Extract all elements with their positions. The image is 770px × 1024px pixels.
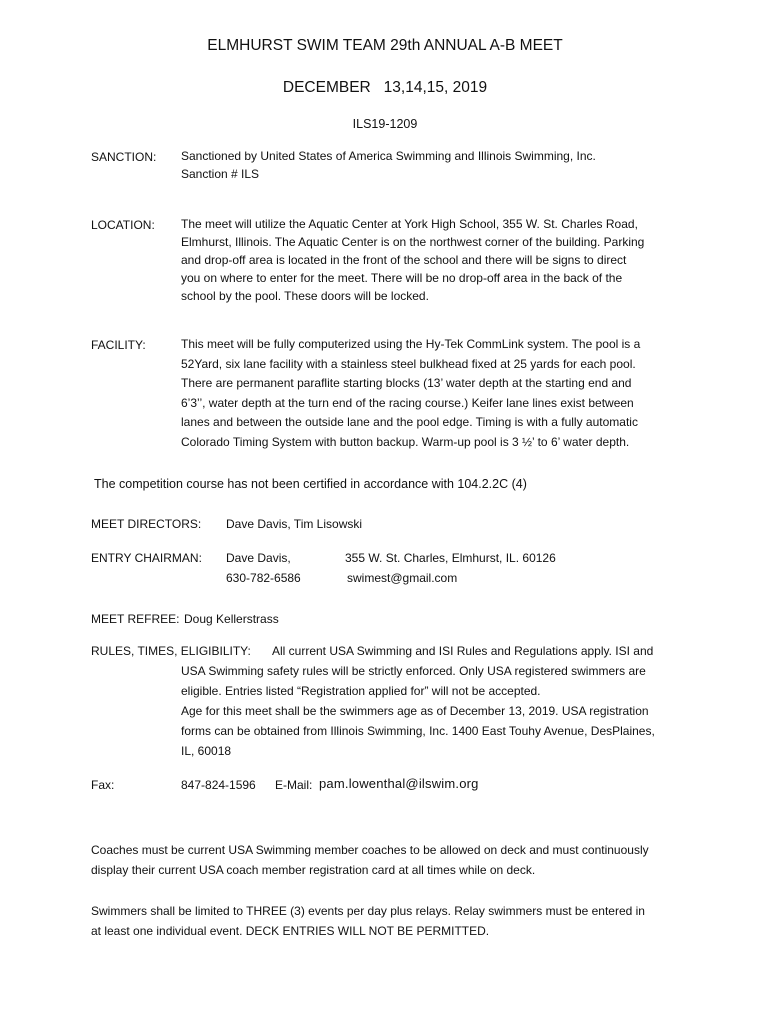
- coaches-note-line: Coaches must be current USA Swimming member coaches to be allowed on deck and must continuously: [91, 843, 649, 857]
- entry-chairman-label: ENTRY CHAIRMAN:: [91, 551, 202, 565]
- sanction-text: [181, 147, 681, 183]
- fax-label: Fax:: [91, 778, 115, 792]
- swimmers-note-line: Swimmers shall be limited to THREE (3) events per day plus relays. Relay swimmers must be entered in: [91, 904, 645, 918]
- rules-line: eligible. Entries listed “Registration applied for” will not be accepted.: [181, 684, 541, 698]
- meet-referee-label: MEET REFREE:: [91, 612, 180, 626]
- facility-line: Colorado Timing System with button backup. Warm-up pool is 3 ½’ to 6’ water depth.: [181, 434, 630, 449]
- location-line: school by the pool. These doors will be locked.: [181, 289, 429, 303]
- facility-line: There are permanent paraflite starting blocks (13’ water depth at the starting end and: [181, 376, 632, 390]
- email-label: E-Mail:: [275, 778, 313, 792]
- rules-line: forms can be obtained from Illinois Swimming, Inc. 1400 East Touhy Avenue, DesPlaines,: [181, 724, 655, 738]
- location-text: [181, 215, 681, 305]
- meet-referee-value: Doug Kellerstrass: [184, 612, 279, 626]
- coaches-note: [91, 840, 691, 880]
- swimmers-note-line: at least one individual event. DECK ENTRIES WILL NOT BE PERMITTED.: [91, 924, 490, 938]
- location-line: The meet will utilize the Aquatic Center at York High School, 355 W. St. Charles Road,: [181, 217, 638, 231]
- sanction-label: SANCTION:: [91, 150, 157, 164]
- location-line: you on where to enter for the meet. There will be no drop-off area in the back of the: [181, 271, 623, 285]
- facility-line: This meet will be fully computerized using the Hy-Tek CommLink system. The pool is a: [181, 337, 641, 351]
- certification-note: The competition course has not been certified in accordance with 104.2.2C (4): [94, 477, 527, 491]
- entry-chairman-name: Dave Davis,: [226, 551, 291, 565]
- facility-line: 52Yard, six lane facility with a stainless steel bulkhead fixed at 25 yards for each pool.: [181, 356, 636, 371]
- swimmers-note: [91, 901, 691, 941]
- rules-line: USA Swimming safety rules will be strictly enforced. Only USA registered swimmers are: [181, 664, 646, 678]
- facility-label: FACILITY:: [91, 338, 146, 352]
- location-line: and drop-off area is located in the front of the school and there will be signs to direct: [181, 253, 627, 267]
- sanction-line: Sanctioned by United States of America Swimming and Illinois Swimming, Inc.: [181, 149, 596, 163]
- entry-chairman-phone: 630-782-6586: [226, 571, 301, 585]
- meet-dates: DECEMBER 13,14,15, 2019: [282, 79, 488, 96]
- coaches-note-line: display their current USA coach member registration card at all times while on deck.: [91, 863, 536, 877]
- rules-line: IL, 60018: [181, 744, 232, 758]
- rules-line: Age for this meet shall be the swimmers age as of December 13, 2019. USA registration: [181, 704, 649, 718]
- rules-text: [181, 661, 681, 761]
- meet-title: ELMHURST SWIM TEAM 29th ANNUAL A-B MEET: [207, 37, 563, 54]
- location-label: LOCATION:: [91, 218, 155, 232]
- entry-chairman-address: 355 W. St. Charles, Elmhurst, IL. 60126: [345, 551, 556, 565]
- entry-chairman-email[interactable]: swimest@gmail.com: [347, 571, 458, 585]
- facility-line: lanes and between the outside lane and the pool edge. Timing is with a fully automatic: [181, 415, 638, 429]
- rules-first-line: All current USA Swimming and ISI Rules and Regulations apply. ISI and: [272, 644, 654, 658]
- location-line: Elmhurst, Illinois. The Aquatic Center is on the northwest corner of the building. Parking: [181, 235, 645, 249]
- facility-line: 6’3’’, water depth at the turn end of the racing course.) Keifer lane lines exist between: [181, 395, 634, 410]
- meet-directors-value: Dave Davis, Tim Lisowski: [226, 517, 363, 531]
- meet-directors-label: MEET DIRECTORS:: [91, 517, 202, 531]
- contact-email-link[interactable]: pam.lowenthal@ilswim.org: [319, 776, 479, 791]
- rules-label: RULES, TIMES, ELIGIBILITY:: [91, 644, 251, 658]
- sanction-line: Sanction # ILS: [181, 167, 260, 181]
- facility-text: [181, 335, 681, 452]
- meet-code: ILS19-1209: [352, 117, 418, 131]
- fax-number: 847-824-1596: [181, 778, 256, 792]
